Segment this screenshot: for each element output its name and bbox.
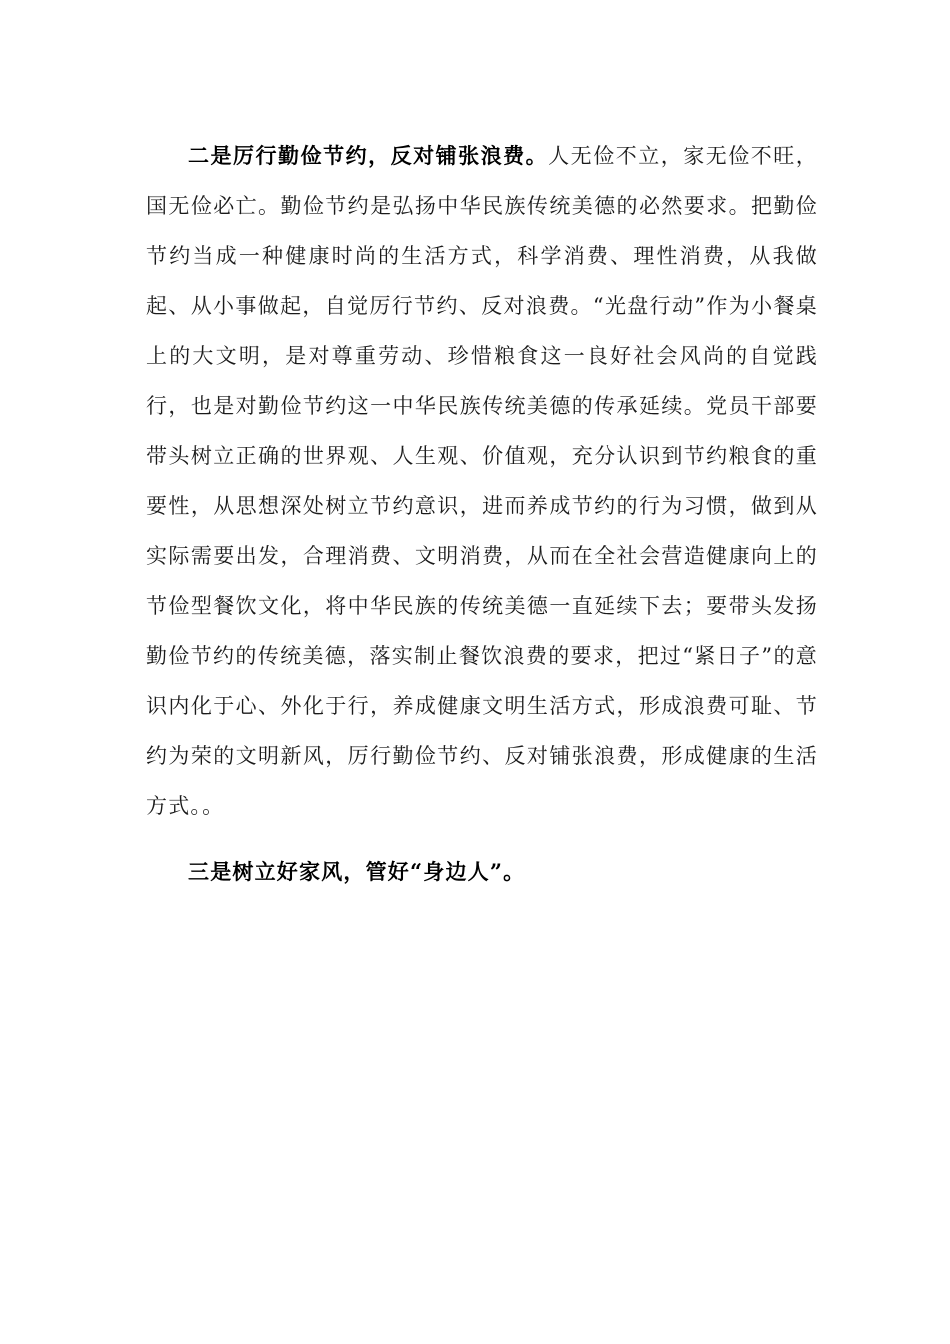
paragraph-heading-family-style: 三是树立好家风，管好“身边人”。 bbox=[188, 859, 526, 884]
paragraph-heading-frugality: 二是厉行勤俭节约，反对铺张浪费。 bbox=[188, 143, 549, 168]
paragraph-frugality bbox=[146, 131, 818, 831]
document-body bbox=[146, 131, 818, 897]
paragraph-text-frugality: 人无俭不立，家无俭不旺，国无俭必亡。勤俭节约是弘扬中华民族传统美德的必然要求。把勤俭节约当成一种健康时尚的生活方式，科学消费、理性消费，从我做起、从小事做起，自觉厉行节约、反对浪费。“光盘行动”作为小餐桌上的大文明，是对尊重劳动、珍惜粮食这一良好社会风尚的自觉践行，也是对勤俭节约这一中华民族传统美德的传承延续。党员干部要带头树立正确的世界观、人生观、价值观，充分认识到节约粮食的重要性，从思想深处树立节约意识，进而养成节约的行为习惯，做到从实际需要出发，合理消费、文明消费，从而在全社会营造健康向上的节俭型餐饮文化，将中华民族的传统美德一直延续下去；要带头发扬勤俭节约的传统美德，落实制止餐饮浪费的要求，把过“紧日子”的意识内化于心、外化于行，养成健康文明生活方式，形成浪费可耻、节约为荣的文明新风，厉行勤俭节约、反对铺张浪费，形成健康的生活方式。。 bbox=[146, 144, 818, 818]
paragraph-family-style bbox=[146, 847, 818, 897]
